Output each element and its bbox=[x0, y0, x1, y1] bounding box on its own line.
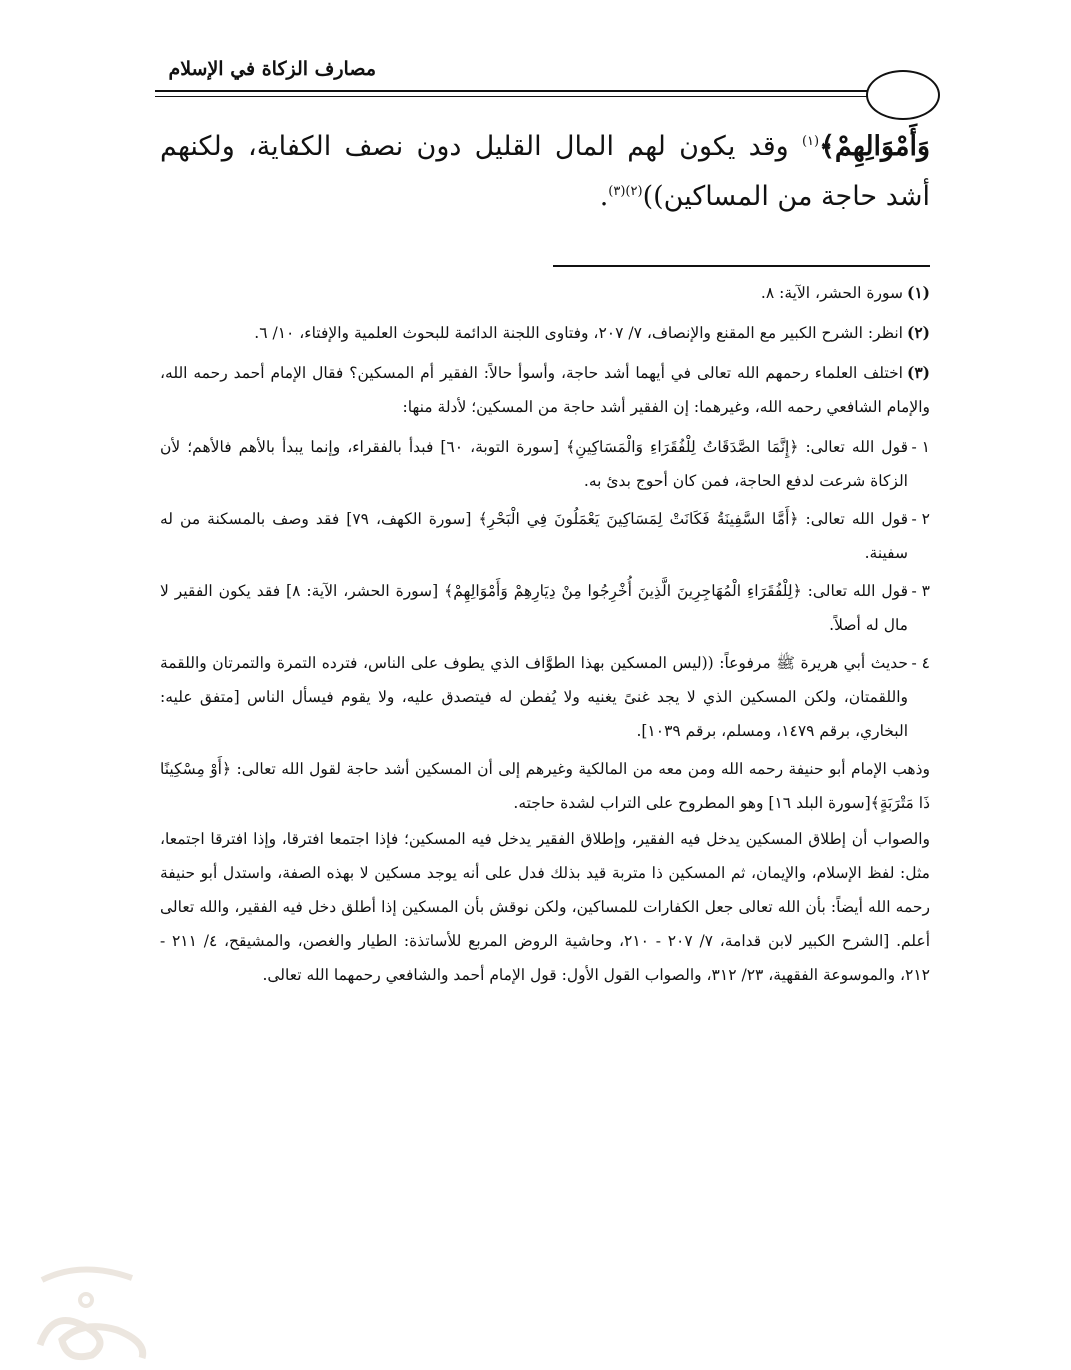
quran-fragment: وَأَمْوَالِهِمْ﴾ bbox=[819, 131, 930, 162]
evidence-item-3 bbox=[160, 574, 930, 642]
main-paragraph bbox=[160, 122, 930, 222]
item-number: ٢ - bbox=[911, 510, 930, 528]
item-number: ١ - bbox=[911, 438, 930, 456]
footnote-intro: اختلف العلماء رحمهم الله تعالى في أيهما أشد حاجة، وأسوأ حالاً: الفقير أم المسكين؟ فقال الإمام أحمد رحمه الله، والإمام الشافعي رحمه الله، وغيرهما: إن الفقير أشد حاجة من المسكين؛ لأدلة منها: bbox=[160, 364, 930, 416]
footnotes bbox=[160, 276, 930, 994]
item-number: ٣ - bbox=[911, 582, 930, 600]
item-text: قول الله تعالى: ﴿لِلْفُقَرَاءِ الْمُهَاجِرِينَ الَّذِينَ أُخْرِجُوا مِنْ دِيَارِهِمْ وَأَمْوَالِهِمْ﴾ [سورة الحشر، الآية: ٨] فقد يكون الفقير لا مال له أصلاً. bbox=[160, 582, 908, 634]
item-text: قول الله تعالى: ﴿إِنَّمَا الصَّدَقَاتُ لِلْفُقَرَاءِ وَالْمَسَاكِينِ﴾ [سورة التوبة، ٦٠] فبدأ بالفقراء، وإنما يبدأ بالأهم فالأهم؛ لأن الزكاة شرعت لدفع الحاجة، فمن كان أحوج بدئ به. bbox=[160, 438, 908, 490]
footnote-number: (٢) bbox=[906, 323, 930, 342]
main-text-body: وقد يكون لهم المال القليل دون نصف الكفاية، ولكنهم أشد حاجة من المساكين)) bbox=[160, 131, 930, 212]
footnote-separator bbox=[553, 265, 930, 267]
running-header-title: مصارف الزكاة في الإسلام bbox=[168, 58, 376, 80]
footnote-1 bbox=[160, 276, 930, 310]
item-number: ٤ - bbox=[911, 654, 930, 672]
evidence-item-1 bbox=[160, 430, 930, 498]
footnote-text: سورة الحشر، الآية: ٨. bbox=[760, 284, 903, 302]
footnote-2 bbox=[160, 316, 930, 350]
item-text: حديث أبي هريرة ﷺ مرفوعاً: ((ليس المسكين بهذا الطوَّاف الذي يطوف على الناس، فترده التمرة والتمرتان واللقمة واللقمتان، ولكن المسكين الذي لا يجد غنىً يغنيه ولا يُفطن له فيتصدق عليه، ولا يقوم فيسأل الناس [متفق عليه: البخاري، برقم ١٤٧٩، ومسلم، برقم ١٠٣٩]. bbox=[160, 654, 908, 740]
main-text-end: . bbox=[599, 181, 609, 212]
evidence-item-4 bbox=[160, 646, 930, 748]
conclusion-paragraph: والصواب أن إطلاق المسكين يدخل فيه الفقير، وإطلاق الفقير يدخل فيه المسكين؛ فإذا اجتمعا افترقا، وإذا افترقا اجتمعا، مثل: لفظ الإسلام، والإيمان، ثم المسكين ذا متربة قيد بذلك فدل على أنه يوجد مسكين لا بهذه الصفة، واستدل أبو حنيفة رحمه الله أيضاً: بأن الله تعالى جعل الكفارات للمساكين، ولكن نوقش بأن المسكين إذا أطلق دخل فيه الفقير، والله تعالى أعلم. [الشرح الكبير لابن قدامة، ٧/ ٢٠٧ - ٢١٠، وحاشية الروض المربع للأساتذة: الطيار والغصن، والمشيقح، ٤/ ٢١١ - ٢١٢، والموسوعة الفقهية، ٢٣/ ٣١٢، والصواب القول الأول: قول الإمام أحمد والشافعي رحمهما الله تعالى. bbox=[160, 830, 930, 984]
header-rule bbox=[155, 90, 867, 92]
footnote-number: (١) bbox=[906, 283, 930, 302]
footnote-ref-1: (١) bbox=[801, 134, 820, 149]
footnote-text: انظر: الشرح الكبير مع المقنع والإنصاف، ٧/ ٢٠٧، وفتاوى اللجنة الدائمة للبحوث العلمية والإفتاء، ١٠/ ٦. bbox=[254, 324, 903, 342]
abu-hanifa-paragraph: وذهب الإمام أبو حنيفة رحمه الله ومن معه من المالكية وغيرهم إلى أن المسكين أشد حاجة لقول الله تعالى: ﴿أَوْ مِسْكِينًا ذَا مَتْرَبَةٍ﴾[سورة البلد ١٦] وهو المطروح على التراب لشدة حاجته. bbox=[160, 760, 930, 812]
header-rule-thin bbox=[155, 96, 867, 97]
footnote-3 bbox=[160, 356, 930, 424]
page-number-oval bbox=[866, 70, 940, 120]
evidence-item-2 bbox=[160, 502, 930, 570]
footnote-number: (٣) bbox=[906, 363, 930, 382]
footnote-ref-2-3: (٢)(٣) bbox=[608, 184, 643, 199]
item-text: قول الله تعالى: ﴿أَمَّا السَّفِينَةُ فَكَانَتْ لِمَسَاكِينَ يَعْمَلُونَ فِي الْبَحْرِ﴾ [سورة الكهف، ٧٩] فقد وصف بالمسكنة من له سفينة. bbox=[160, 510, 908, 562]
publisher-watermark-logo bbox=[22, 1250, 162, 1365]
